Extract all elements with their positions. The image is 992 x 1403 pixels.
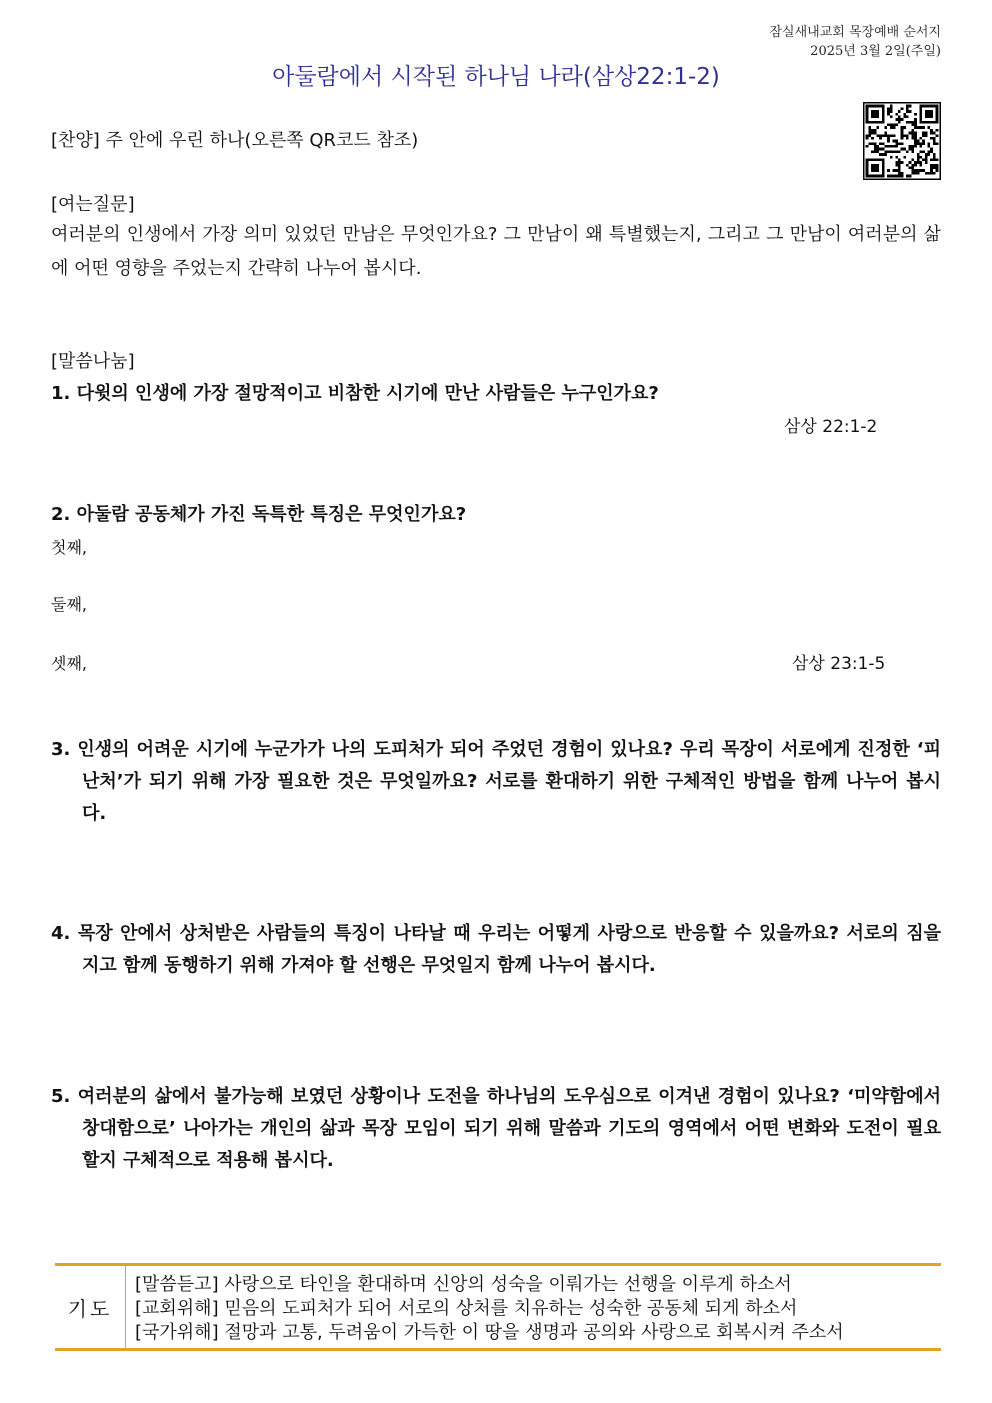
- question-1-reference: 삼상 22:1-2: [784, 417, 878, 437]
- question-5: 5. 여러분의 삶에서 불가능해 보였던 상황이나 도전을 하나님의 도우심으로 이겨낸 경험이 있나요? ‘미약함에서 창대함으로’ 나아가는 개인의 삶과 목장 모임이 되기 위해 말씀과 기도의 영역에서 어떤 변화와 도전이 필요할지 구체적으로 적용해 봅시다.: [51, 1086, 941, 1171]
- sharing-heading: [말씀나눔]: [51, 351, 135, 372]
- opening-heading: [여는질문]: [51, 194, 135, 215]
- prayer-line-sermon: [말씀듣고] 사랑으로 타인을 환대하며 신앙의 성숙을 이뤄가는 선행을 이루게 하소서: [135, 1274, 792, 1295]
- prayer-box: [55, 1263, 941, 1351]
- qr-code-icon: [863, 102, 941, 180]
- prayer-line-nation: [국가위해] 절망과 고통, 두려움이 가득한 이 땅을 생명과 공의와 사랑으로 회복시켜 주소서: [135, 1322, 844, 1343]
- prayer-line-church: [교회위해] 믿음의 도피처가 되어 서로의 상처를 치유하는 성숙한 공동체 되게 하소서: [135, 1298, 798, 1319]
- church-name-line: 잠실새내교회 목장예배 순서지: [769, 25, 941, 40]
- question-2: 2. 아둘람 공동체가 가진 독특한 특징은 무엇인가요?: [51, 504, 467, 525]
- question-2-reference: 삼상 23:1-5: [792, 654, 886, 674]
- praise-line: [찬양] 주 안에 우린 하나(오른쪽 QR코드 참조): [51, 130, 419, 151]
- question-2-item-1: 첫째,: [51, 538, 87, 557]
- prayer-lines: [126, 1266, 844, 1348]
- prayer-label: 기도: [55, 1266, 126, 1348]
- question-3: 3. 인생의 어려운 시기에 누군가가 나의 도피처가 되어 주었던 경험이 있나요? 우리 목장이 서로에게 진정한 ‘피난처’가 되기 위해 가장 필요한 것은 무엇일까요? 서로를 환대하기 위한 구체적인 방법을 함께 나누어 봅시다.: [51, 739, 941, 824]
- question-1: 1. 다윗의 인생에 가장 절망적이고 비참한 시기에 만난 사람들은 누구인가요?: [51, 383, 659, 404]
- opening-question: 여러분의 인생에서 가장 의미 있었던 만남은 무엇인가요? 그 만남이 왜 특별했는지, 그리고 그 만남이 여러분의 삶에 어떤 영향을 주었는지 간략히 나누어 봅시다.: [51, 224, 941, 279]
- question-2-item-3: 셋째,: [51, 654, 87, 673]
- question-4: 4. 목장 안에서 상처받은 사람들의 특징이 나타날 때 우리는 어떻게 사랑으로 반응할 수 있을까요? 서로의 짐을 지고 함께 동행하기 위해 가져야 할 선행은 무엇일지 함께 나누어 봅시다.: [51, 923, 941, 976]
- date-line: 2025년 3월 2일(주일): [810, 44, 941, 59]
- page-title: 아둘람에서 시작된 하나님 나라(삼상22:1-2): [272, 64, 720, 90]
- question-2-item-2: 둘째,: [51, 595, 87, 614]
